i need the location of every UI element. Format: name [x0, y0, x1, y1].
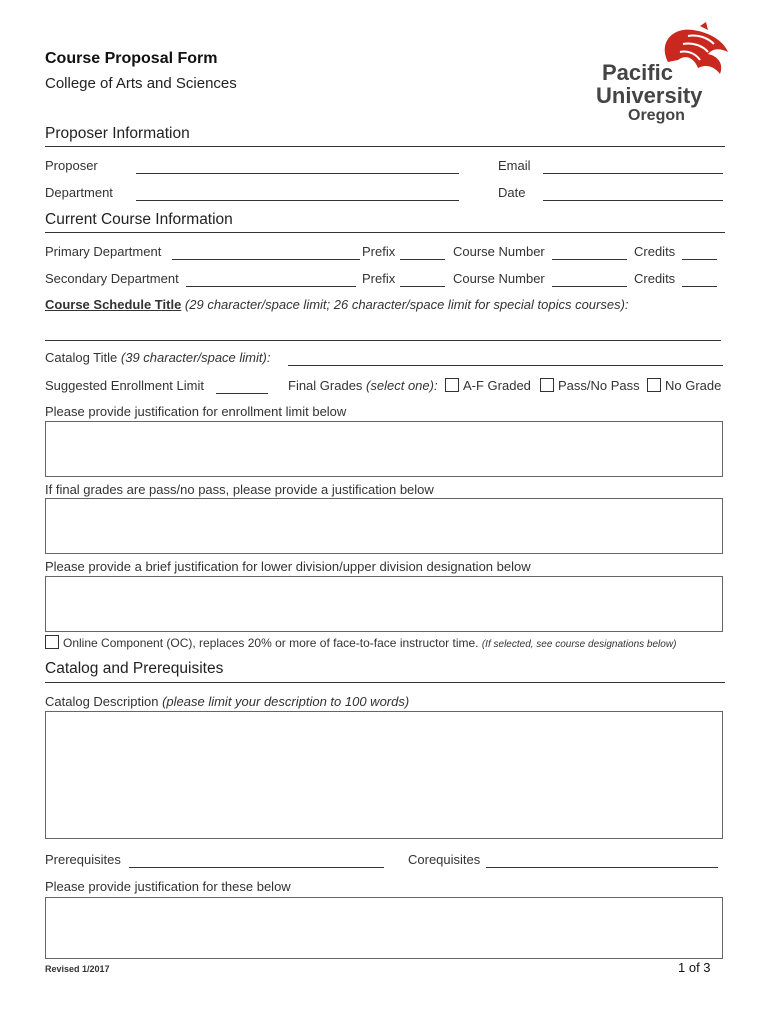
logo-line-2: University [596, 83, 703, 108]
credits-label: Credits [634, 271, 676, 286]
pass-no-pass-checkbox[interactable] [540, 378, 554, 392]
division-justification-textarea[interactable] [45, 576, 723, 632]
primary-department-label: Primary Department [45, 244, 162, 259]
af-graded-checkbox[interactable] [445, 378, 459, 392]
date-label: Date [498, 185, 526, 200]
grade-option-af[interactable] [445, 378, 531, 393]
catalog-title-field[interactable] [288, 365, 723, 366]
section-current-course-heading: Current Course Information [45, 211, 233, 228]
catalog-description-note: (please limit your description to 100 words) [162, 694, 410, 709]
online-component-note: (If selected, see course designations below) [481, 639, 677, 650]
section-catalog-heading: Catalog and Prerequisites [45, 660, 224, 677]
proposer-field[interactable] [136, 173, 459, 174]
schedule-title-field[interactable] [45, 340, 721, 341]
prefix-label: Prefix [362, 271, 396, 286]
department-field[interactable] [136, 200, 459, 201]
final-grades-note: (select one): [366, 378, 438, 393]
catalog-description-textarea[interactable] [45, 711, 723, 839]
primary-course-number-field[interactable] [552, 259, 627, 260]
prereq-justification-textarea[interactable] [45, 897, 723, 959]
secondary-course-number-field[interactable] [552, 286, 627, 287]
division-justification-label: Please provide a brief justification for lower division/upper division designation below [45, 559, 531, 574]
email-label: Email [498, 158, 531, 173]
schedule-title-note: (29 character/space limit; 26 character/space limit for special topics courses): [184, 297, 629, 312]
revised-date: Revised 1/2017 [45, 964, 110, 974]
catalog-description-row [45, 694, 409, 709]
section-divider [45, 682, 725, 683]
enrollment-justification-textarea[interactable] [45, 421, 723, 477]
course-number-label: Course Number [453, 271, 545, 286]
enrollment-limit-field[interactable] [216, 393, 268, 394]
secondary-prefix-field[interactable] [400, 286, 445, 287]
final-grades-label: Final Grades [288, 378, 363, 393]
date-field[interactable] [543, 200, 723, 201]
schedule-title-label: Course Schedule Title [45, 297, 182, 312]
logo-line-1: Pacific [602, 60, 673, 85]
grade-option-pass-no-pass[interactable] [540, 378, 640, 393]
enrollment-justification-label: Please provide justification for enrollment limit below [45, 404, 347, 419]
corequisites-field[interactable] [486, 867, 718, 868]
passfail-justification-label: If final grades are pass/no pass, please provide a justification below [45, 482, 434, 497]
prerequisites-label: Prerequisites [45, 852, 121, 867]
credits-label: Credits [634, 244, 676, 259]
catalog-title-note: (39 character/space limit): [120, 350, 271, 365]
secondary-department-field[interactable] [186, 286, 356, 287]
secondary-credits-field[interactable] [682, 286, 717, 287]
passfail-justification-textarea[interactable] [45, 498, 723, 554]
catalog-title-row [45, 350, 270, 365]
catalog-title-label: Catalog Title [45, 350, 118, 365]
section-divider [45, 146, 725, 147]
proposer-label: Proposer [45, 158, 98, 173]
af-graded-label: A-F Graded [463, 378, 531, 393]
form-title: Course Proposal Form [45, 50, 218, 67]
email-field[interactable] [543, 173, 723, 174]
catalog-description-label: Catalog Description [45, 694, 159, 709]
pass-no-pass-label: Pass/No Pass [558, 378, 640, 393]
prerequisites-field[interactable] [129, 867, 384, 868]
grade-option-no-grade[interactable] [647, 378, 721, 393]
form-subtitle: College of Arts and Sciences [45, 75, 237, 92]
secondary-department-label: Secondary Department [45, 271, 179, 286]
corequisites-label: Corequisites [408, 852, 481, 867]
online-component-row[interactable] [45, 635, 676, 650]
department-label: Department [45, 185, 113, 200]
course-number-label: Course Number [453, 244, 545, 259]
final-grades-row [288, 378, 438, 393]
primary-credits-field[interactable] [682, 259, 717, 260]
enrollment-limit-label: Suggested Enrollment Limit [45, 378, 204, 393]
page-number: 1 of 3 [678, 960, 711, 975]
prefix-label: Prefix [362, 244, 396, 259]
logo-line-3: Oregon [628, 107, 685, 124]
primary-department-field[interactable] [172, 259, 360, 260]
section-divider [45, 232, 725, 233]
pacific-university-logo [590, 22, 750, 132]
no-grade-label: No Grade [665, 378, 722, 393]
section-proposer-heading: Proposer Information [45, 125, 190, 142]
schedule-title-row [45, 297, 629, 312]
online-component-label: Online Component (OC), replaces 20% or more of face-to-face instructor time. [63, 636, 479, 650]
primary-prefix-field[interactable] [400, 259, 445, 260]
prereq-justification-label: Please provide justification for these below [45, 879, 291, 894]
online-component-checkbox[interactable] [45, 635, 59, 649]
no-grade-checkbox[interactable] [647, 378, 661, 392]
